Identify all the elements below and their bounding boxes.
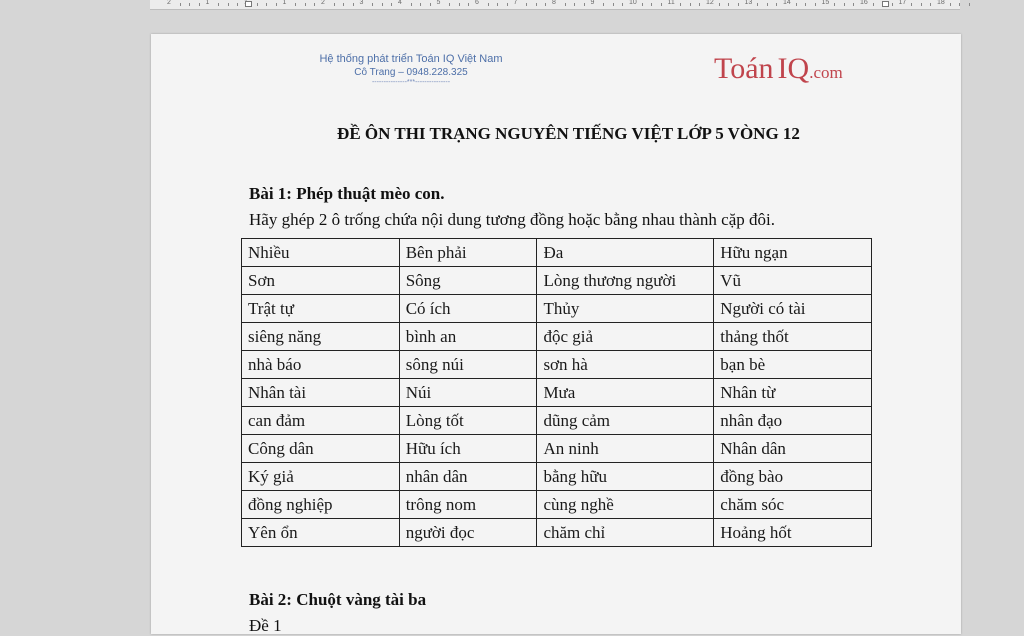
ruler-tick [622,3,623,6]
ruler-tick [757,3,758,6]
ruler-number: 1 [205,0,210,6]
ruler-tick [449,3,450,6]
table-cell: nhà báo [242,351,400,379]
ruler-numbers [150,0,960,9]
table-cell: đồng bào [714,463,872,491]
ruler-tick [420,3,421,6]
ruler-number: 6 [475,0,479,6]
table-cell: chăm chỉ [537,519,714,547]
ruler-tick [266,3,267,6]
table-row [242,463,872,491]
table-row [242,519,872,547]
table-cell: Hoảng hốt [714,519,872,547]
ruler-tick [613,3,614,6]
ruler-tick [815,3,816,6]
ruler-tick [497,3,498,6]
table-cell: siêng năng [242,323,400,351]
table-cell: An ninh [537,435,714,463]
ruler-tick [853,3,854,6]
ruler-number: 15 [821,0,830,6]
ruler-tick [488,3,489,6]
right-indent-marker[interactable] [882,1,889,7]
ruler-tick [574,3,575,6]
logo-main-text: Toán [714,52,774,85]
table-cell: trông nom [399,491,537,519]
ruler-tick [661,3,662,6]
ruler-tick [343,3,344,6]
ruler-number: 7 [513,0,518,6]
table-cell: Yên ổn [242,519,400,547]
ruler-tick [834,3,835,6]
table-cell: can đảm [242,407,400,435]
ruler-tick [796,3,797,6]
table-cell: Núi [399,379,537,407]
table-cell: Nhiều [242,239,400,267]
left-indent-marker[interactable] [245,1,252,7]
table-row [242,267,872,295]
ruler-tick [738,3,739,6]
table-row [242,435,872,463]
contact-line: Cô Trang – 0948.228.325 [354,67,468,78]
ruler-tick [728,3,729,6]
ruler-tick [603,3,604,6]
ruler-number: 14 [783,0,791,6]
ruler-tick [873,3,874,6]
ruler-tick [314,3,315,6]
table-cell: Lòng tốt [399,407,537,435]
ruler-tick [921,3,922,6]
table-cell: Công dân [242,435,400,463]
table-row [242,407,872,435]
ruler-tick [353,3,354,6]
ruler-number: 1 [282,0,287,6]
ruler-tick [844,3,845,6]
table-row [242,491,872,519]
section-2-heading: Bài 2: Chuột vàng tài ba [249,590,427,609]
table-cell: Trật tự [242,295,400,323]
org-line: Hệ thống phát triển Toán IQ Việt Nam [319,53,503,65]
table-cell: Lòng thương người [537,267,714,295]
table-cell: người đọc [399,519,537,547]
ruler-tick [545,3,546,6]
table-cell: Hữu ích [399,435,537,463]
ruler-tick [950,3,951,6]
ruler-tick [507,3,508,6]
ruler-number: 16 [860,0,868,6]
table-cell: Nhân dân [714,435,872,463]
table-cell: sơn hà [537,351,714,379]
ruler-tick [237,3,238,6]
horizontal-ruler[interactable] [150,0,960,10]
ruler-tick [334,3,335,6]
ruler-tick [411,3,412,6]
logo-suffix: .com [809,63,843,82]
ruler-number: 2 [167,0,171,6]
ruler-tick [468,3,469,6]
ruler-tick [180,3,181,6]
ruler-tick [228,3,229,6]
ruler-number: 17 [898,0,907,6]
ruler-tick [382,3,383,6]
table-cell: nhân đạo [714,407,872,435]
table-row [242,239,872,267]
table-row [242,323,872,351]
table-cell: dũng cảm [537,407,714,435]
table-cell: bằng hữu [537,463,714,491]
ruler-tick [690,3,691,6]
ruler-number: 18 [937,0,945,6]
ruler-tick [372,3,373,6]
ruler-number: 8 [552,0,556,6]
ruler-number: 13 [744,0,753,6]
page-header-left [291,52,531,86]
ruler-tick [969,3,970,6]
table-cell: Hữu ngạn [714,239,872,267]
table-cell: Nhân từ [714,379,872,407]
ruler-number: 5 [436,0,441,6]
ruler-tick [459,3,460,6]
table-row [242,379,872,407]
table-cell: độc giả [537,323,714,351]
ruler-tick [295,3,296,6]
header-separator: ---------------***--------------- [371,79,451,86]
table-cell: Đa [537,239,714,267]
ruler-tick [536,3,537,6]
toaniq-logo [714,52,843,86]
ruler-tick [719,3,720,6]
ruler-tick [776,3,777,6]
ruler-tick [565,3,566,6]
ruler-tick [959,3,960,6]
ruler-tick [189,3,190,6]
logo-iq-text: IQ [777,52,810,85]
table-cell: Nhân tài [242,379,400,407]
table-cell: Thủy [537,295,714,323]
ruler-tick [584,3,585,6]
ruler-tick [930,3,931,6]
ruler-number: 4 [398,0,402,6]
ruler-tick [199,3,200,6]
ruler-tick [391,3,392,6]
ruler-tick [276,3,277,6]
ruler-number: 12 [706,0,714,6]
table-cell: sông núi [399,351,537,379]
ruler-tick [911,3,912,6]
table-cell: Vũ [714,267,872,295]
ruler-number: 10 [629,0,637,6]
table-row [242,295,872,323]
table-cell: bình an [399,323,537,351]
ruler-tick [699,3,700,6]
table-cell: chăm sóc [714,491,872,519]
document-title: ĐỀ ÔN THI TRẠNG NGUYÊN TIẾNG VIỆT LỚP 5 VÒNG 12 [337,124,800,143]
table-row [242,351,872,379]
table-cell: Sông [399,267,537,295]
table-cell: Sơn [242,267,400,295]
section-2-subheading: Đề 1 [249,616,282,635]
ruler-tick [651,3,652,6]
ruler-tick [680,3,681,6]
ruler-tick [526,3,527,6]
table-cell: Mưa [537,379,714,407]
ruler-tick [642,3,643,6]
table-cell: cùng nghề [537,491,714,519]
table-cell: bạn bè [714,351,872,379]
section-1-heading: Bài 1: Phép thuật mèo con. [249,184,445,203]
table-cell: đồng nghiệp [242,491,400,519]
table-cell: thảng thốt [714,323,872,351]
ruler-number: 3 [359,0,364,6]
matching-table [241,238,872,547]
ruler-number: 9 [590,0,595,6]
ruler-tick [218,3,219,6]
table-cell: Người có tài [714,295,872,323]
ruler-tick [430,3,431,6]
ruler-tick [305,3,306,6]
ruler-tick [892,3,893,6]
ruler-tick [767,3,768,6]
ruler-number: 11 [667,0,675,6]
ruler-tick [257,3,258,6]
document-page[interactable] [151,34,961,634]
ruler-tick [805,3,806,6]
table-cell: nhân dân [399,463,537,491]
table-cell: Ký giả [242,463,400,491]
ruler-number: 2 [321,0,325,6]
table-cell: Bên phải [399,239,537,267]
table-cell: Có ích [399,295,537,323]
section-1-instruction: Hãy ghép 2 ô trống chứa nội dung tương đồng hoặc bằng nhau thành cặp đôi. [249,210,775,229]
